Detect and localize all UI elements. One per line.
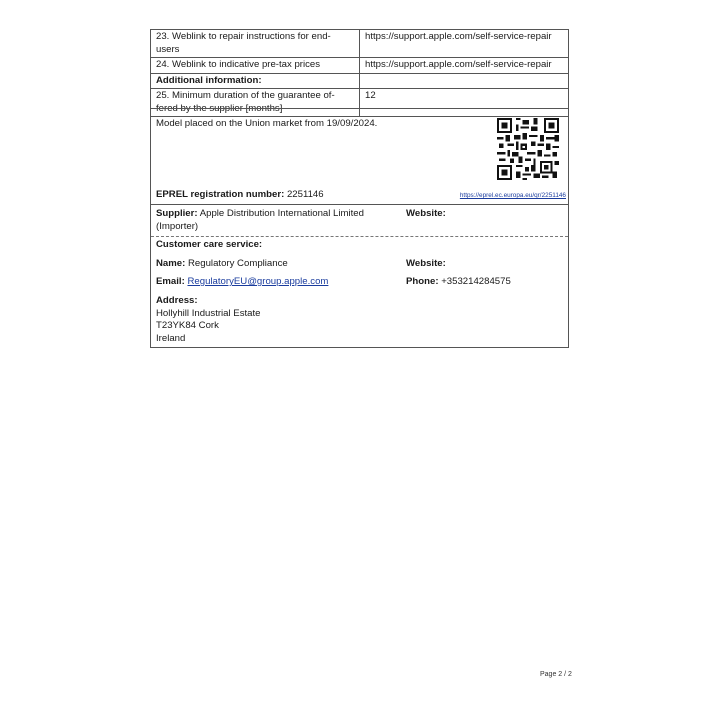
supplier-value: Apple Distribution International Limited (Importer) [156, 208, 364, 232]
spec-table [150, 29, 569, 117]
row-label: 25. Minimum duration of the guarantee of-fered by the supplier [months] [151, 89, 360, 117]
section-header: Additional information: [151, 73, 360, 89]
table-row [151, 30, 569, 58]
phone-label: Phone: [406, 276, 439, 287]
eprel-label: EPREL registration number: [156, 189, 285, 200]
address-line: T23YK84 Cork [156, 320, 219, 332]
divider [151, 204, 568, 205]
customer-care-title: Customer care service: [156, 239, 263, 250]
supplier-info [156, 208, 402, 233]
product-info-box [150, 108, 569, 348]
model-placed-text: Model placed on the Union market from 19/09/2024. [156, 118, 378, 129]
address-line: Ireland [156, 333, 186, 345]
row-value [360, 73, 569, 89]
row-value: 12 [360, 89, 569, 117]
dashed-divider [151, 236, 568, 237]
phone-value: +353214284575 [441, 276, 511, 287]
name-value: Regulatory Compliance [188, 258, 288, 269]
row-label: 24. Weblink to indicative pre-tax prices [151, 58, 360, 74]
eprel-number: 2251146 [286, 189, 324, 200]
row-value-link[interactable]: https://support.apple.com/self-service-repair [360, 58, 569, 74]
row-value-link[interactable]: https://support.apple.com/self-service-repair [360, 30, 569, 58]
supplier-website [406, 208, 446, 219]
address-label: Address: [156, 295, 198, 306]
eprel-link[interactable]: https://eprel.ec.europa.eu/qr/2251146 [459, 192, 566, 199]
email-label: Email: [156, 276, 185, 287]
contact-email [156, 276, 328, 287]
contact-name [156, 258, 288, 269]
address-block [156, 295, 261, 346]
qr-code-icon[interactable] [497, 118, 559, 180]
eprel-registration [156, 189, 324, 200]
row-label: 23. Weblink to repair instructions for end-users [151, 30, 360, 58]
table-row-section-header [151, 73, 569, 89]
email-link[interactable]: RegulatoryEU@group.apple.com [187, 276, 329, 287]
contact-phone [406, 276, 511, 287]
table-row [151, 58, 569, 74]
page-number: Page 2 / 2 [540, 671, 572, 678]
website-label: Website: [406, 208, 446, 219]
name-label: Name: [156, 258, 186, 269]
customer-care-website: Website: [406, 258, 446, 269]
supplier-label: Supplier: [156, 208, 198, 219]
address-line: Hollyhill Industrial Estate [156, 307, 261, 319]
